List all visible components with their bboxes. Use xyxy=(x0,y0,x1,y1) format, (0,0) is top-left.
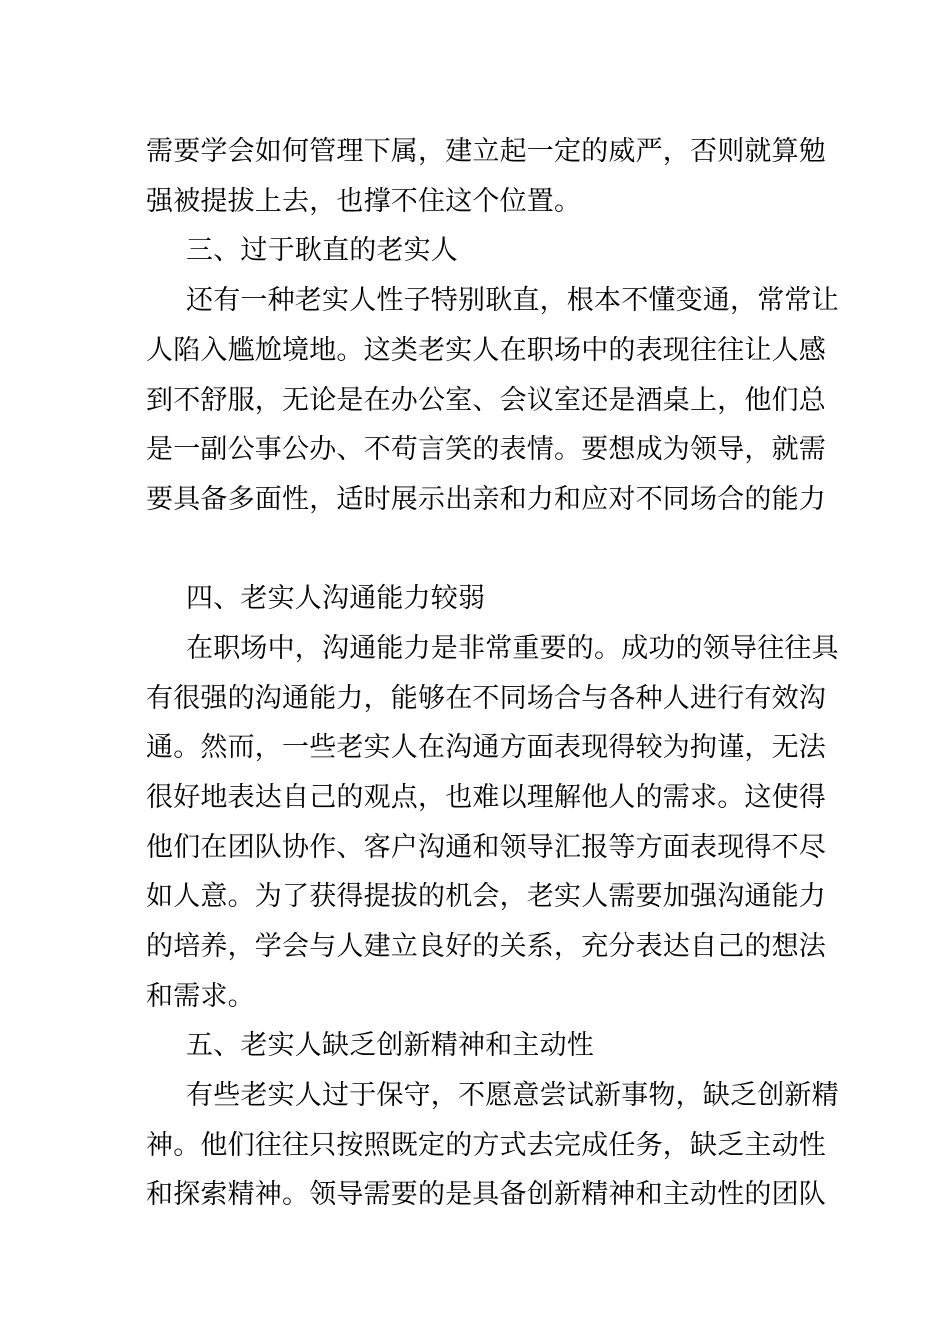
paragraph-line: 在职场中，沟通能力是非常重要的。成功的领导往往具 xyxy=(186,633,839,664)
paragraph-line: 的培养，学会与人建立良好的关系，充分表达自己的想法 xyxy=(146,931,826,962)
paragraph-line: 是一副公事公办、不苟言笑的表情。要想成为领导，就需 xyxy=(146,434,826,465)
paragraph-line: 和探索精神。领导需要的是具备创新精神和主动性的团队 xyxy=(146,1179,826,1210)
paragraph-line: 通。然而，一些老实人在沟通方面表现得较为拘谨，无法 xyxy=(146,732,826,763)
paragraph-line: 要具备多面性，适时展示出亲和力和应对不同场合的能力 xyxy=(146,484,826,515)
paragraph-line: 还有一种老实人性子特别耿直，根本不懂变通，常常让 xyxy=(186,285,839,316)
paragraph-line: 他们在团队协作、客户沟通和领导汇报等方面表现得不尽 xyxy=(146,832,826,863)
paragraph-line: 很好地表达自己的观点，也难以理解他人的需求。这使得 xyxy=(146,782,826,813)
paragraph-line: 人陷入尴尬境地。这类老实人在职场中的表现往往让人感 xyxy=(146,335,826,366)
paragraph-line: 强被提拔上去，也撑不住这个位置。 xyxy=(146,186,582,217)
paragraph-line: 有很强的沟通能力，能够在不同场合与各种人进行有效沟 xyxy=(146,683,826,714)
section-heading: 五、老实人缺乏创新精神和主动性 xyxy=(186,1030,594,1061)
section-heading: 四、老实人沟通能力较弱 xyxy=(186,583,486,614)
paragraph-line: 有些老实人过于保守，不愿意尝试新事物，缺乏创新精 xyxy=(186,1080,839,1111)
paragraph-line: 如人意。为了获得提拔的机会，老实人需要加强沟通能力 xyxy=(146,881,826,912)
paragraph-line: 需要学会如何管理下属，建立起一定的威严，否则就算勉 xyxy=(146,136,826,167)
paragraph-line: 和需求。 xyxy=(146,981,255,1012)
section-heading: 三、过于耿直的老实人 xyxy=(186,235,458,266)
paragraph-line: 到不舒服，无论是在办公室、会议室还是酒桌上，他们总 xyxy=(146,385,826,416)
paragraph-line: 神。他们往往只按照既定的方式去完成任务，缺乏主动性 xyxy=(146,1130,826,1161)
